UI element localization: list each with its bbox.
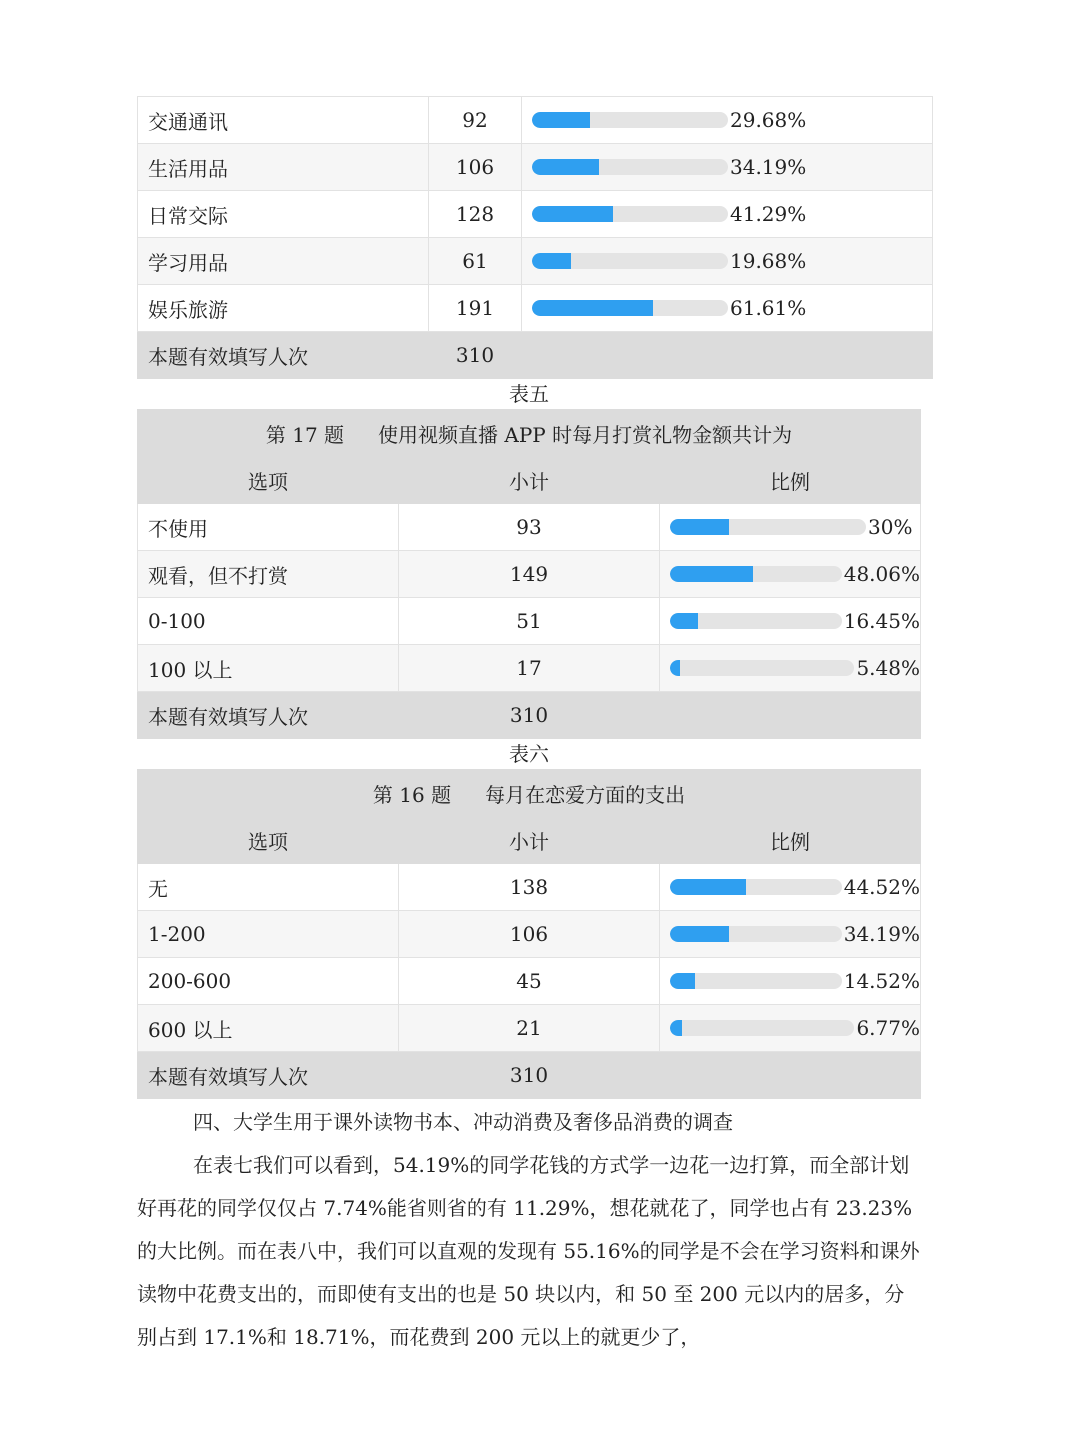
table-row — [138, 191, 933, 238]
count-value: 92 — [429, 97, 522, 144]
percent-label: 34.19% — [843, 922, 920, 946]
option-label: 600 以上 — [138, 1005, 399, 1052]
progress-track — [670, 566, 842, 582]
progress-fill — [532, 253, 571, 269]
progress-fill — [670, 566, 753, 582]
count-value: 61 — [429, 238, 522, 285]
section-paragraph: 在表七我们可以看到，54.19%的同学花钱的方式学一边花一边打算，而全部计划好再花的同学仅仅占 7.74%能省则省的有 11.29%，想花就花了，同学也占有 23.23%的大比例。而在表八中，我们可以直观的发现有 55.16%的同学是不会在学习资料和课外读物中花费支出的，而即使有支出的也是 50 块以内，和 50 至 200 元以内的居多，分别占到 17.1%和 18.71%，而花费到 200 元以上的就更少了， — [137, 1153, 920, 1349]
table6-header-row — [138, 817, 921, 864]
count-value: 191 — [429, 285, 522, 332]
count-value: 93 — [399, 504, 660, 551]
ratio-bar-wrap — [522, 202, 932, 226]
ratio-bar-wrap — [660, 656, 920, 680]
total-empty — [660, 692, 921, 739]
option-label: 0-100 — [138, 598, 399, 645]
progress-fill — [532, 159, 599, 175]
percent-label: 16.45% — [843, 609, 920, 633]
total-value: 310 — [429, 332, 522, 379]
progress-fill — [670, 519, 729, 535]
count-value: 106 — [399, 911, 660, 958]
progress-track — [532, 206, 728, 222]
progress-fill — [670, 879, 746, 895]
percent-label: 61.61% — [730, 296, 807, 320]
table6-caption: 表六 — [509, 742, 549, 766]
ratio-cell — [660, 911, 921, 958]
percent-label: 29.68% — [730, 108, 807, 132]
progress-fill — [670, 1020, 682, 1036]
total-label: 本题有效填写人次 — [138, 692, 399, 739]
option-label: 无 — [138, 864, 399, 911]
total-label: 本题有效填写人次 — [138, 1052, 399, 1099]
table5-col-option: 选项 — [138, 457, 399, 504]
ratio-bar-wrap — [660, 875, 920, 899]
ratio-cell — [522, 144, 933, 191]
option-label: 观看，但不打赏 — [138, 551, 399, 598]
table6-question-text: 每月在恋爱方面的支出 — [485, 782, 686, 807]
table-row — [138, 864, 921, 911]
table-row — [138, 1005, 921, 1052]
ratio-cell — [660, 1005, 921, 1052]
count-value: 106 — [429, 144, 522, 191]
table-row — [138, 97, 933, 144]
ratio-bar-wrap — [522, 249, 932, 273]
table-row — [138, 285, 933, 332]
progress-fill — [670, 613, 698, 629]
progress-track — [532, 159, 728, 175]
count-value: 45 — [399, 958, 660, 1005]
progress-track — [670, 1020, 854, 1036]
percent-label: 30% — [868, 515, 913, 539]
table-row — [138, 598, 921, 645]
progress-fill — [670, 926, 729, 942]
table5-question-number: 第 17 题 — [265, 422, 345, 447]
table6-title — [138, 770, 921, 817]
total-empty — [660, 1052, 921, 1099]
table-row — [138, 958, 921, 1005]
progress-fill — [532, 112, 590, 128]
ratio-cell — [660, 958, 921, 1005]
table-row — [138, 504, 921, 551]
percent-label: 19.68% — [730, 249, 807, 273]
ratio-cell — [660, 645, 921, 692]
percent-label: 48.06% — [843, 562, 920, 586]
percent-label: 5.48% — [856, 656, 920, 680]
progress-fill — [532, 206, 613, 222]
ratio-cell — [660, 551, 921, 598]
option-label: 200-600 — [138, 958, 399, 1005]
section-heading: 四、大学生用于课外读物书本、冲动消费及奢侈品消费的调查 — [193, 1110, 733, 1134]
ratio-cell — [522, 238, 933, 285]
ratio-bar-wrap — [660, 1016, 920, 1040]
option-label: 日常交际 — [138, 191, 429, 238]
table5-question-text: 使用视频直播 APP 时每月打赏礼物金额共计为 — [378, 422, 793, 447]
count-value: 138 — [399, 864, 660, 911]
table5-title — [138, 410, 921, 457]
total-value: 310 — [399, 692, 660, 739]
ratio-bar-wrap — [660, 515, 920, 539]
table5-caption: 表五 — [509, 382, 549, 406]
total-label: 本题有效填写人次 — [138, 332, 429, 379]
table5-col-ratio: 比例 — [660, 457, 921, 504]
progress-track — [670, 519, 866, 535]
ratio-cell — [660, 598, 921, 645]
progress-track — [670, 926, 842, 942]
percent-label: 34.19% — [730, 155, 807, 179]
total-row — [138, 1052, 921, 1099]
table6-col-option: 选项 — [138, 817, 399, 864]
total-value: 310 — [399, 1052, 660, 1099]
option-label: 交通通讯 — [138, 97, 429, 144]
count-value: 128 — [429, 191, 522, 238]
ratio-bar-wrap — [522, 155, 932, 179]
percent-label: 6.77% — [856, 1016, 920, 1040]
table6-col-ratio: 比例 — [660, 817, 921, 864]
ratio-bar-wrap — [660, 969, 920, 993]
count-value: 21 — [399, 1005, 660, 1052]
ratio-cell — [522, 191, 933, 238]
progress-track — [670, 613, 842, 629]
ratio-cell — [522, 285, 933, 332]
progress-fill — [532, 300, 653, 316]
ratio-cell — [522, 97, 933, 144]
table-row — [138, 645, 921, 692]
progress-fill — [670, 660, 680, 676]
option-label: 娱乐旅游 — [138, 285, 429, 332]
ratio-bar-wrap — [660, 922, 920, 946]
progress-track — [532, 253, 728, 269]
survey-table-6 — [137, 769, 921, 1099]
progress-track — [670, 879, 842, 895]
option-label: 100 以上 — [138, 645, 399, 692]
survey-table-5 — [137, 409, 921, 739]
ratio-cell — [660, 504, 921, 551]
table6-question-number: 第 16 题 — [372, 782, 452, 807]
option-label: 学习用品 — [138, 238, 429, 285]
percent-label: 41.29% — [730, 202, 807, 226]
table-row — [138, 238, 933, 285]
table5-header-row — [138, 457, 921, 504]
survey-table-top — [137, 96, 933, 379]
count-value: 17 — [399, 645, 660, 692]
total-empty — [522, 332, 933, 379]
count-value: 149 — [399, 551, 660, 598]
ratio-bar-wrap — [522, 296, 932, 320]
section-body — [137, 1101, 921, 1359]
table6-col-count: 小计 — [399, 817, 660, 864]
progress-track — [532, 112, 728, 128]
option-label: 不使用 — [138, 504, 399, 551]
option-label: 生活用品 — [138, 144, 429, 191]
table-row — [138, 144, 933, 191]
table6-title-row — [138, 770, 921, 817]
progress-track — [670, 660, 854, 676]
ratio-bar-wrap — [660, 562, 920, 586]
document-page — [137, 96, 921, 1359]
table-row — [138, 911, 921, 958]
ratio-bar-wrap — [660, 609, 920, 633]
table5-col-count: 小计 — [399, 457, 660, 504]
total-row — [138, 692, 921, 739]
ratio-bar-wrap — [522, 108, 932, 132]
percent-label: 44.52% — [843, 875, 920, 899]
table5-title-row — [138, 410, 921, 457]
total-row — [138, 332, 933, 379]
count-value: 51 — [399, 598, 660, 645]
percent-label: 14.52% — [843, 969, 920, 993]
progress-track — [532, 300, 728, 316]
option-label: 1-200 — [138, 911, 399, 958]
table-row — [138, 551, 921, 598]
ratio-cell — [660, 864, 921, 911]
progress-track — [670, 973, 842, 989]
progress-fill — [670, 973, 695, 989]
